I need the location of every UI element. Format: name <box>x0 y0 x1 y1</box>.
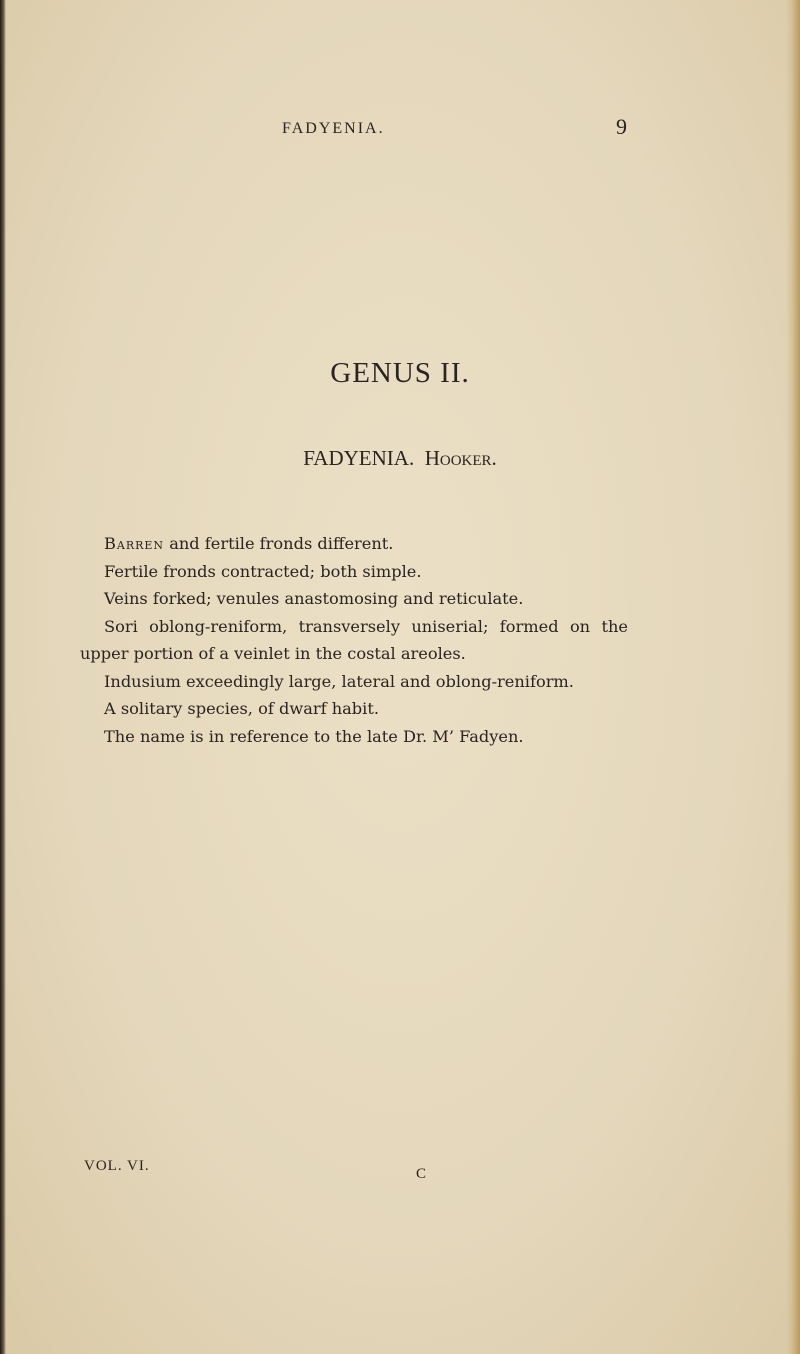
genus-description <box>80 530 628 750</box>
page-binding-edge <box>0 0 6 1354</box>
volume-mark: VOL. VI. <box>84 1158 150 1174</box>
genus-name-line <box>0 446 800 471</box>
genus-name: FADYENIA. <box>303 446 415 470</box>
page-outer-edge <box>786 0 800 1354</box>
description-line: A solitary species, of dwarf habit. <box>104 699 379 718</box>
running-head: FADYENIA. <box>282 120 385 137</box>
description-line: Indusium exceedingly large, lateral and oblong-reniform. <box>104 671 574 691</box>
page-number: 9 <box>616 114 627 139</box>
signature-mark: C <box>416 1166 427 1182</box>
description-line: Fertile fronds contracted; both simple. <box>104 561 422 581</box>
genus-author: Hooker. <box>424 446 497 470</box>
description-first-line: and fertile fronds different. <box>164 534 394 553</box>
description-line: The name is in reference to the late Dr. M’ Fadyen. <box>104 726 524 746</box>
description-line: Sori oblong-reniform, transversely uniserial; formed on the upper portion of a veinlet in the costal areoles. <box>80 616 628 663</box>
description-line: Veins forked; venules anastomosing and reticulate. <box>104 589 524 608</box>
description-lead-word: Barren <box>104 534 165 553</box>
description-line <box>80 530 628 558</box>
genus-heading: GENUS II. <box>330 357 470 389</box>
